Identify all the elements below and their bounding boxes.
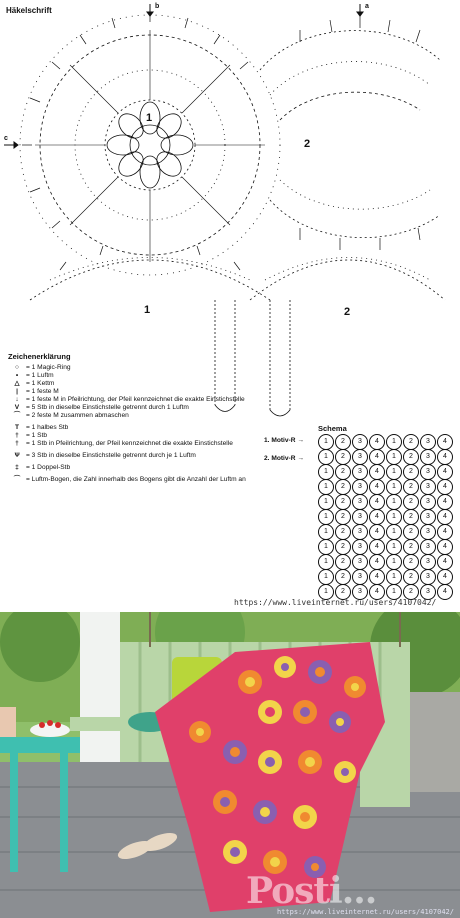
- watermark-logo-text: Posti...: [246, 870, 377, 912]
- legend-row: [8, 424, 308, 432]
- schema-cell: 2: [335, 509, 351, 525]
- schema-cell: 4: [369, 479, 385, 495]
- schema-cell: 4: [437, 539, 453, 555]
- schema-cell: 1: [386, 569, 402, 585]
- schema-cell: 3: [420, 569, 436, 585]
- schema-cell: 3: [352, 494, 368, 510]
- legend-symbol: V: [14, 404, 20, 411]
- legend-row: [8, 372, 308, 380]
- diagram-title: Häkelschrift: [6, 6, 52, 15]
- schema-cell: 2: [403, 449, 419, 465]
- legend-text: = 3 Stb in dieselbe Einstichstelle getrennt durch je 1 Luftm: [26, 452, 196, 459]
- schema-cell: 2: [335, 524, 351, 540]
- schema-cell: 3: [352, 449, 368, 465]
- legend-symbol: •: [15, 372, 19, 379]
- schema-row-label: 2. Motiv-R →: [264, 455, 304, 462]
- motif-2-arc-lower-inner: [280, 180, 430, 209]
- symbol-legend: [8, 352, 308, 484]
- schema-cell: 3: [420, 584, 436, 600]
- schema-cell: 1: [318, 584, 334, 600]
- schema-cell: 2: [335, 464, 351, 480]
- legend-row: [8, 380, 308, 388]
- schema-cell: 2: [335, 494, 351, 510]
- watermark-url-top: https://www.liveinternet.ru/users/4107042/: [234, 598, 437, 607]
- schema-cell: 2: [403, 539, 419, 555]
- schema-cell: 4: [437, 569, 453, 585]
- legend-text: = 1 halbes Stb: [26, 424, 69, 431]
- legend-text: = Luftm-Bogen, die Zahl innerhalb des Bogens gibt die Anzahl der Luftm an: [26, 476, 246, 483]
- schema-cell: 1: [386, 584, 402, 600]
- schema-row-label: 1. Motiv-R →: [264, 437, 304, 444]
- schema-cell: 2: [403, 464, 419, 480]
- schema-title: Schema: [318, 424, 347, 433]
- schema-cell: 3: [352, 569, 368, 585]
- schema-cell: 4: [369, 464, 385, 480]
- schema-cell: 2: [403, 554, 419, 570]
- legend-text: = 1 Kettm: [26, 380, 55, 387]
- legend-text: = 1 feste M in Pfeilrichtung, der Pfeil kennzeichnet die exakte Einstichstelle: [26, 396, 245, 403]
- schema-cell: 1: [386, 554, 402, 570]
- legend-symbol: ‡: [15, 464, 19, 471]
- schema-cell: 1: [318, 434, 334, 450]
- legend-symbol: †: [15, 440, 19, 447]
- legend-row: [8, 396, 308, 404]
- legend-row: [8, 452, 308, 460]
- schema-cell: 3: [352, 524, 368, 540]
- watermark-url-bottom: https://www.liveinternet.ru/users/4107042/: [276, 908, 454, 916]
- legend-symbol: Ѱ: [14, 452, 20, 459]
- legend-text: = 1 Luftm: [26, 372, 54, 379]
- legend-row: [8, 464, 308, 472]
- schema-cell: 3: [420, 494, 436, 510]
- legend-text: = 2 feste M zusammen abmaschen: [26, 412, 129, 419]
- porch-scene: [0, 612, 460, 918]
- schema-cell: 1: [386, 464, 402, 480]
- schema-cell: 3: [352, 584, 368, 600]
- schema-cell: 1: [318, 524, 334, 540]
- schema-cell: 4: [369, 449, 385, 465]
- motif-2-arc-outer: [260, 31, 440, 70]
- schema-cell: 1: [318, 479, 334, 495]
- schema-cell: 3: [352, 479, 368, 495]
- schema-cell: 3: [352, 464, 368, 480]
- schema-cell: 1: [386, 494, 402, 510]
- pitcher: [0, 707, 16, 737]
- arrow-label-b: b: [155, 3, 160, 10]
- legend-symbol: △: [14, 380, 20, 387]
- porch-pillar: [80, 612, 120, 782]
- motif-2-arc-mid: [270, 62, 430, 95]
- legend-row: [8, 412, 308, 420]
- schema-cell: 3: [420, 524, 436, 540]
- schema-cell: 4: [437, 524, 453, 540]
- blanket-photo: [0, 612, 460, 918]
- schema-cell: 1: [386, 509, 402, 525]
- schema-cell: 4: [437, 494, 453, 510]
- side-table-leg: [10, 752, 18, 872]
- legend-row: [8, 404, 308, 412]
- motif-2-arc-lower-outer: [270, 200, 440, 238]
- motif-number: 2: [304, 138, 311, 150]
- schema-cell: 4: [437, 584, 453, 600]
- schema-cell: 4: [369, 539, 385, 555]
- arrow-label-a: a: [365, 3, 369, 10]
- legend-text: = 1 feste M: [26, 388, 59, 395]
- strawberry: [47, 720, 53, 726]
- legend-symbol: |: [16, 388, 18, 395]
- schema-cell: 3: [352, 509, 368, 525]
- schema-cell: 3: [420, 539, 436, 555]
- legend-rows: [8, 364, 308, 484]
- motif-1-lower-arc-outer: [30, 260, 270, 300]
- schema-cell: 4: [369, 509, 385, 525]
- legend-row: [8, 432, 308, 440]
- schema-cell: 2: [335, 554, 351, 570]
- schema-cell: 1: [386, 524, 402, 540]
- arrows: [4, 4, 363, 148]
- legend-row: [8, 388, 308, 396]
- schema-cell: 2: [335, 479, 351, 495]
- schema-cell: 1: [386, 449, 402, 465]
- motif-number: 2: [344, 306, 351, 318]
- schema-cell: 3: [420, 509, 436, 525]
- schema-cell: 3: [352, 554, 368, 570]
- motif-number: 1: [144, 304, 151, 316]
- legend-text: = 1 Stb: [26, 432, 48, 439]
- legend-symbol: †: [15, 432, 19, 439]
- schema-cell: 4: [369, 524, 385, 540]
- motif-number: 1: [146, 112, 153, 124]
- schema-cell: 3: [420, 434, 436, 450]
- schema-cell: 1: [318, 554, 334, 570]
- schema-cell: 3: [420, 554, 436, 570]
- schema-cell: 2: [403, 509, 419, 525]
- schema-cell: 1: [386, 479, 402, 495]
- schema-cell: 1: [386, 434, 402, 450]
- motif-1-spokes: [35, 30, 265, 262]
- schema-cell: 3: [420, 464, 436, 480]
- motif-2-lower-arc-inner: [265, 258, 430, 281]
- schema-cell: 1: [318, 539, 334, 555]
- schema-cell: 3: [420, 449, 436, 465]
- schema-cell: 4: [369, 569, 385, 585]
- legend-symbol: ↓: [15, 396, 19, 403]
- schema-cell: 4: [437, 479, 453, 495]
- legend-text: = 5 Stb in dieselbe Einstichstelle getrennt durch 1 Luftm: [26, 404, 189, 411]
- schema-cell: 2: [335, 584, 351, 600]
- strawberry: [39, 722, 45, 728]
- schema-cell: 2: [335, 539, 351, 555]
- schema-cell: 2: [403, 434, 419, 450]
- legend-symbol: ⌒: [13, 412, 21, 419]
- legend-row: [8, 364, 308, 372]
- schema-cell: 2: [335, 434, 351, 450]
- schema-cell: 4: [369, 554, 385, 570]
- legend-row: [8, 476, 308, 484]
- legend-symbol: T: [14, 424, 20, 431]
- schema-cell: 4: [437, 509, 453, 525]
- side-table-leg: [60, 752, 68, 872]
- schema-cell: 2: [335, 569, 351, 585]
- schema-cell: 3: [352, 539, 368, 555]
- schema-cell: 4: [437, 449, 453, 465]
- strawberry: [55, 722, 61, 728]
- schema-cell: 4: [369, 584, 385, 600]
- legend-symbol: ○: [15, 364, 19, 371]
- schema-cell: 2: [403, 494, 419, 510]
- schema-cell: 2: [403, 569, 419, 585]
- motif-1-flower-center: [130, 125, 170, 165]
- legend-text: = 1 Stb in Pfeilrichtung, der Pfeil kennzeichnet die exakte Einstichstelle: [26, 440, 233, 447]
- legend-text: = 1 Doppel-Stb: [26, 464, 71, 471]
- schema-cell: 3: [352, 434, 368, 450]
- motif-2-arc-inner: [280, 92, 420, 120]
- schema-cell: 1: [318, 569, 334, 585]
- legend-symbol: ⌒: [13, 476, 21, 483]
- schema-cell: 3: [420, 479, 436, 495]
- schema-cell: 2: [403, 524, 419, 540]
- schema-cell: 4: [437, 464, 453, 480]
- schema-cell: 2: [403, 479, 419, 495]
- schema-cell: 4: [437, 434, 453, 450]
- schema-cell: 4: [369, 494, 385, 510]
- schema-cell: 2: [335, 449, 351, 465]
- motif-2-lower-arc-outer: [250, 260, 445, 300]
- schema-cell: 4: [369, 434, 385, 450]
- schema-cell: 1: [318, 509, 334, 525]
- side-table-top: [0, 737, 80, 753]
- arrow-label-c: c: [4, 135, 8, 142]
- schema-cell: 1: [318, 464, 334, 480]
- schema-cell: 2: [403, 584, 419, 600]
- schema-cell: 1: [318, 494, 334, 510]
- legend-row: [8, 440, 308, 448]
- schema-cell: 1: [318, 449, 334, 465]
- schema-cell: 4: [437, 554, 453, 570]
- legend-title: Zeichenerklärung: [8, 352, 71, 361]
- legend-text: = 1 Magic-Ring: [26, 364, 71, 371]
- schema-cell: 1: [386, 539, 402, 555]
